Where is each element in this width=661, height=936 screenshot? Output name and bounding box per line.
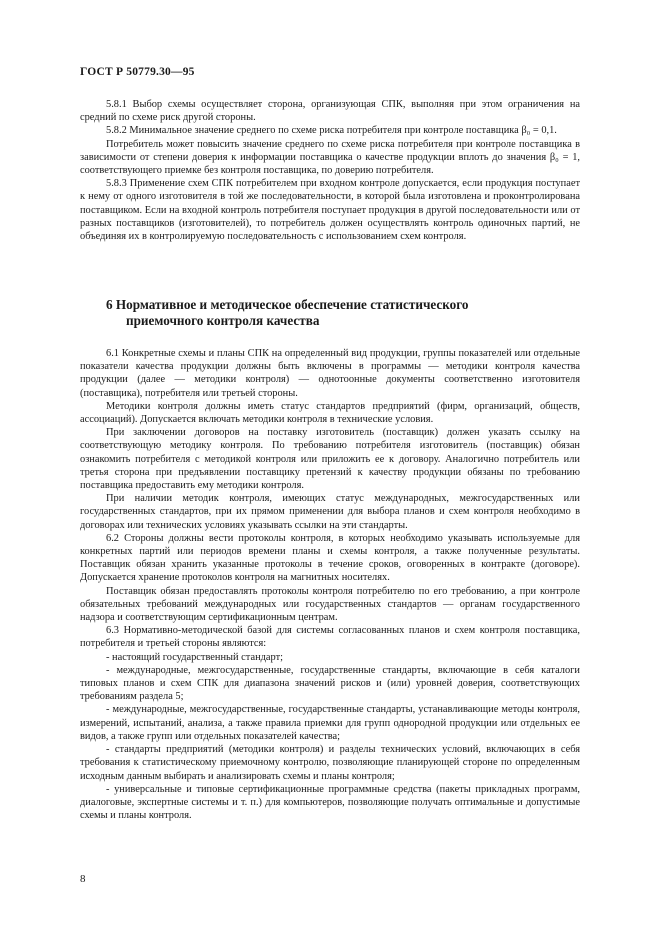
list-item: - настоящий государственный стандарт; xyxy=(106,651,284,663)
document-header: ГОСТ Р 50779.30—95 xyxy=(80,66,195,78)
paragraph: 5.8.1 Выбор схемы осуществляет сторона, организующая СПК, выполняя при этом ограничения на средний по схеме риск другой стороны. xyxy=(80,99,580,124)
page-number: 8 xyxy=(80,873,86,885)
section-6-title xyxy=(106,297,576,329)
paragraph: 6.1 Конкретные схемы и планы СПК на определенный вид продукции, группы показателей или отдельные показатели качества продукции должны быть включены в программы — методики контроля качества продукции (далее — методики контроля) — однотоонные документы соответственно изготовителя (поставщика), потребителя или третьей стороны. xyxy=(80,348,580,399)
list-item: - международные, межгосударственные, государственные стандарты, устанавливающие методы контроля, измерений, испытаний, анализа, а также правила приемки для групп однородной продукции или отдельных ее видов, а также групп или отдельных показателей качества; xyxy=(80,704,580,742)
paragraph: 5.8.2 Минимальное значение среднего по схеме риска потребителя при контроле поставщика β₀ = 0,1. xyxy=(106,125,557,137)
paragraph: 6.3 Нормативно-методической базой для системы согласованных планов и схем контроля поставщика, потребителя и третьей стороны являются: xyxy=(80,625,580,650)
section-5-8-text xyxy=(80,98,580,243)
section-title-line-2: приемочного контроля качества xyxy=(126,313,320,328)
paragraph: Поставщик обязан предоставлять протоколы контроля потребителю по его требованию, а при контроле обязательных требований международных или государственных стандартов — органам государственного надзора и соответствующим сертификационным центрам. xyxy=(80,585,580,624)
section-6-text xyxy=(80,347,580,822)
paragraph: Методики контроля должны иметь статус стандартов предприятий (фирм, организаций, обществ, ассоциаций). Допускается включать методики контроля в технические условия. xyxy=(80,400,580,426)
list-item: - стандарты предприятий (методики контроля) и разделы технических условий, включающих в себя требования к статистическому приемочному контролю, позволяющие планирующей стороне по определенным исходным данным выбирать и анализировать схемы и планы контроля; xyxy=(80,744,580,782)
paragraph: При наличии методик контроля, имеющих статус международных, межгосударственных или государственных стандартов, при их прямом применении для выбора планов и схем контроля необходимо в договорах или технических условиях указывать ссылки на эти стандарты. xyxy=(80,493,580,531)
list-item: - международные, межгосударственные, государственные стандарты, включающие в себя каталоги типовых планов и схем СПК для диапазона значений рисков и (или) уровней доверия, соответствующих требованиям раздела 5; xyxy=(80,664,580,703)
list-item: - универсальные и типовые сертификационные программные средства (пакеты прикладных программ, диалоговые, экспертные системы и т. п.) для компьютеров, позволяющие получать оптимальные и допустимые схемы и планы контроля. xyxy=(80,783,580,822)
paragraph: 6.2 Стороны должны вести протоколы контроля, в которых необходимо указывать используемые для конкретных партий или периодов времени планы и схемы контроля, а также полученные результаты. Поставщик обязан хранить указанные протоколы в течение сроков, оговоренных в контракте (договоре). Допускается хранение протоколов контроля на магнитных носителях. xyxy=(80,532,580,584)
paragraph: 5.8.3 Применение схем СПК потребителем при входном контроле допускается, если продукция поступает к нему от одного изготовителя в той же последовательности, в которой была изготовлена и проконтролирована поставщиком. Если на входной контроль потребителя поступает продукция в другой последовательности или от разных поставщиков (изготовителей), то потребитель должен осуществлять контроль одиночных партий, не объединяя их в контролируемую последовательность с использованием схем контроля. xyxy=(80,178,580,243)
section-title-line-1: 6 Нормативное и методическое обеспечение статистического xyxy=(106,297,469,312)
paragraph: При заключении договоров на поставку изготовитель (поставщик) должен указать ссылку на соответствующую методику контроля. По требованию потребителя изготовитель (поставщик) обязан ознакомить потребителя с методикой контроля или приложить ее к договору. Аналогично потребитель или третья сторона при предъявлении поставщику претензий к качеству продукции обязаны по требованию поставщика предоставить ему методики контроля. xyxy=(80,427,580,492)
paragraph: Потребитель может повысить значение среднего по схеме риска потребителя при контроле поставщика в зависимости от степени доверия к информации поставщика о качестве продукции вплоть до значения β₀ = 1, соответствующего приемке без контроля поставщика, по доверию потребителя. xyxy=(80,138,580,177)
